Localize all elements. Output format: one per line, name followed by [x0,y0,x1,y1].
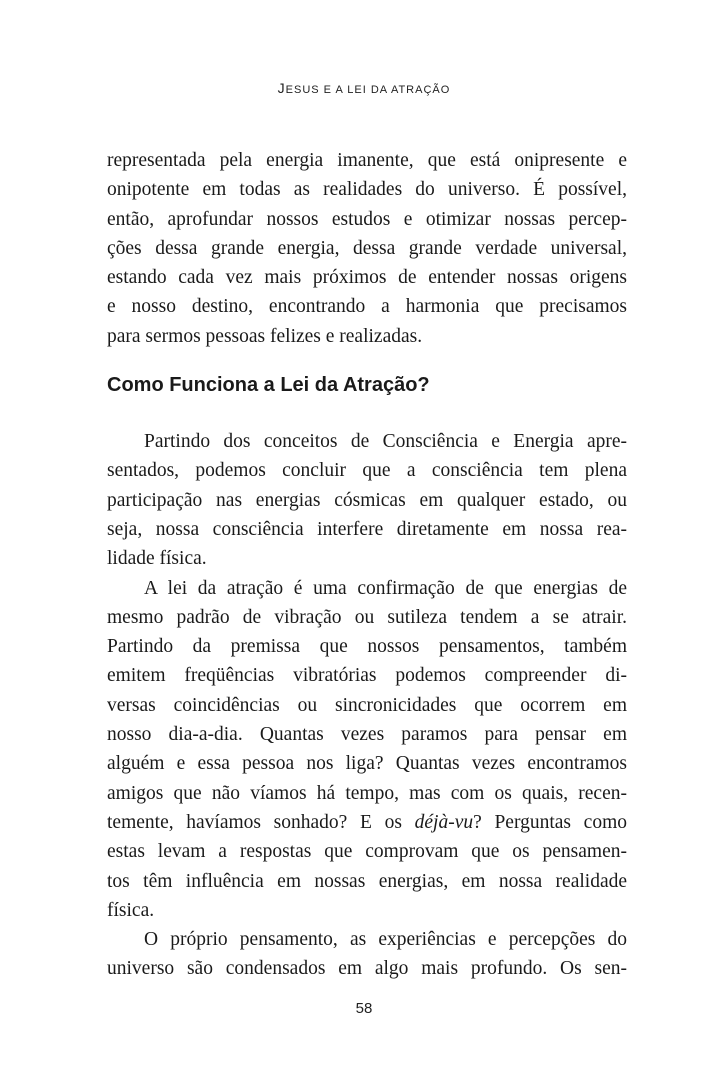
text-run: ? Perguntas como [473,811,627,833]
text-line: emitem freqüências vibratórias podemos compreender di- [107,665,627,687]
text-line: O próprio pensamento, as experiências e percepções do [144,929,627,951]
paragraph-2 [107,427,627,573]
text-line: sentados, podemos concluir que a consciência tem plena [107,460,627,482]
text-line: nosso dia-a-dia. Quantas vezes paramos para pensar em [107,724,627,746]
text-line: lidade física. [107,548,207,570]
body-text [107,146,627,984]
text-line: representada pela energia imanente, que está onipresente e [107,150,627,171]
text-line: ções dessa grande energia, dessa grande verdade universal, [107,237,627,259]
page-number: 58 [355,1000,373,1017]
text-line: estas levam a respostas que comprovam que os pensamen- [107,841,627,863]
paragraph-3 [107,574,627,926]
text-line: alguém e essa pessoa nos liga? Quantas vezes encontramos [107,753,627,775]
text-line: Partindo da premissa que nossos pensamentos, também [107,636,627,658]
running-header-rest: ESUS E A LEI DA ATRAÇÃO [285,84,451,96]
paragraph-4 [107,925,627,984]
text-line: mesmo padrão de vibração ou sutileza tendem a se atrair. [107,606,627,628]
text-line: para sermos pessoas felizes e realizadas. [107,325,423,347]
text-line: participação nas energias cósmicas em qualquer estado, ou [107,489,627,511]
text-line: e nosso destino, encontrando a harmonia que precisamos [107,296,627,318]
running-header-initial: J [277,80,286,96]
text-line: Partindo dos conceitos de Consciência e Energia apre- [144,431,627,453]
text-line: onipotente em todas as realidades do universo. É possível, [107,179,627,201]
text-run: temente, havíamos sonhado? E os [107,811,415,833]
paragraph-1 [107,146,627,351]
text-line [107,808,627,837]
text-line: A lei da atração é uma confirmação de que energias de [144,577,627,599]
text-line: tos têm influência em nossas energias, em nossa realidade [107,870,627,892]
text-line: universo são condensados em algo mais profundo. Os sen- [107,958,627,980]
text-line: então, aprofundar nossos estudos e otimizar nossas percep- [107,208,627,230]
running-header [0,80,728,96]
text-line: amigos que não víamos há tempo, mas com os quais, recen- [107,782,627,804]
text-line: física. [107,899,155,921]
italic-term: déjà-vu [414,811,474,833]
text-line: versas coincidências ou sincronicidades que ocorrem em [107,694,627,716]
text-line: estando cada vez mais próximos de entender nossas origens [107,267,627,289]
section-heading: Como Funciona a Lei da Atração? [107,374,430,397]
text-line: seja, nossa consciência interfere diretamente em nossa rea- [107,518,627,540]
